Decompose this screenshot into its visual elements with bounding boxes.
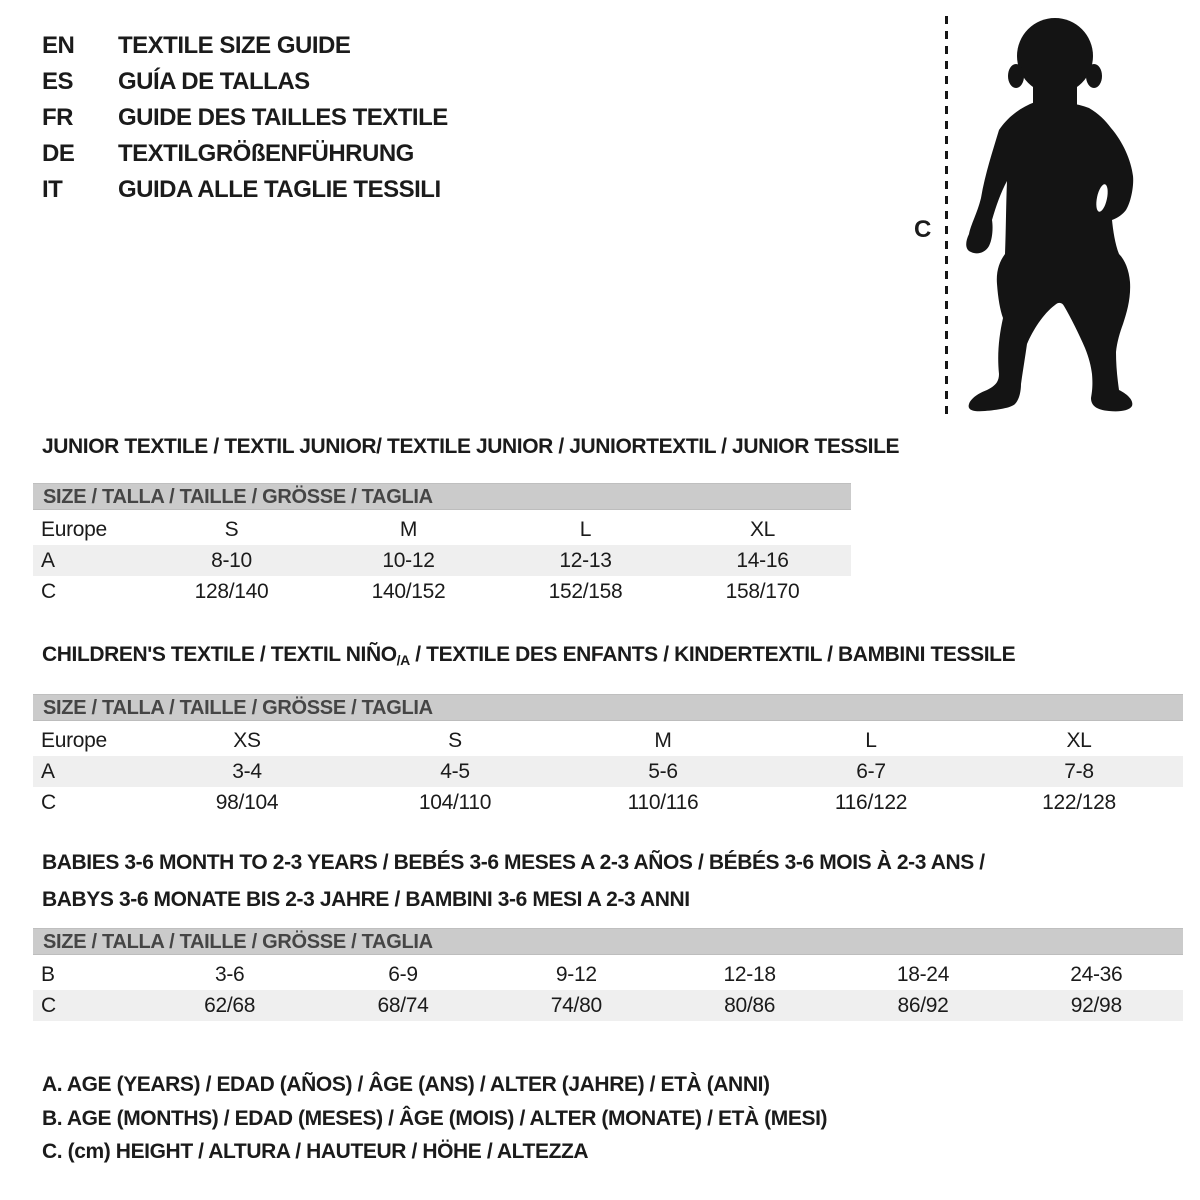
table-cell: 92/98: [1070, 993, 1122, 1017]
table-cell: 74/80: [550, 993, 602, 1017]
table-cell: 80/86: [724, 993, 776, 1017]
legend-line-b: B. AGE (MONTHS) / EDAD (MESES) / ÂGE (MOIS) / ALTER (MONATE) / ETÀ (MESI): [42, 1106, 828, 1130]
legend-line-a: A. AGE (YEARS) / EDAD (AÑOS) / ÂGE (ANS) / ALTER (JAHRE) / ETÀ (ANNI): [42, 1073, 770, 1096]
junior-section-title: JUNIOR TEXTILE / TEXTIL JUNIOR/ TEXTILE JUNIOR / JUNIORTEXTIL / JUNIOR TESSILE: [42, 435, 900, 458]
babies-section-title-line1: BABIES 3-6 MONTH TO 2-3 YEARS / BEBÉS 3-6 MESES A 2-3 AÑOS / BÉBÉS 3-6 MOIS À 2-3 ANS /: [42, 851, 985, 874]
table-cell: 110/116: [627, 790, 699, 814]
table-cell: 98/104: [215, 790, 279, 814]
table-cell: 4-5: [440, 759, 470, 783]
table-cell: S: [448, 728, 462, 752]
table-row-europe: [33, 725, 1183, 756]
table-row-age: [33, 756, 1183, 787]
row-label: C: [41, 790, 56, 814]
row-label: A: [41, 759, 55, 783]
language-code: IT: [42, 176, 63, 203]
children-size-table: [33, 694, 1183, 818]
legend-line-c: C. (cm) HEIGHT / ALTURA / HAUTEUR / HÖHE / ALTEZZA: [42, 1140, 589, 1163]
babies-size-table: [33, 928, 1183, 1021]
table-row-europe: [33, 514, 851, 545]
language-title: TEXTILGRÖßENFÜHRUNG: [118, 140, 414, 167]
language-row-de: [42, 136, 448, 172]
measurement-legend: [42, 1068, 827, 1169]
table-cell: 140/152: [371, 579, 446, 603]
table-header: SIZE / TALLA / TAILLE / GRÖSSE / TAGLIA: [33, 483, 851, 510]
language-row-fr: [42, 100, 448, 136]
table-cell: 6-7: [856, 759, 886, 783]
row-label: C: [41, 993, 56, 1017]
table-cell: M: [399, 517, 418, 541]
children-section-title: [42, 643, 1015, 668]
table-cell: 24-36: [1070, 962, 1123, 986]
table-cell: L: [865, 728, 877, 752]
table-cell: 158/170: [725, 579, 800, 603]
language-code: DE: [42, 140, 75, 167]
table-row-height: [33, 576, 851, 607]
children-title-text: CHILDREN'S TEXTILE / TEXTIL NIÑO: [42, 643, 397, 666]
table-cell: 9-12: [555, 962, 597, 986]
language-code: ES: [42, 68, 74, 95]
row-label: B: [41, 962, 55, 986]
table-cell: 5-6: [648, 759, 678, 783]
table-cell: 12-18: [723, 962, 776, 986]
table-cell: 116/122: [834, 790, 908, 814]
row-label: C: [41, 579, 56, 603]
table-cell: 10-12: [382, 548, 435, 572]
toddler-silhouette-icon: [963, 14, 1139, 418]
table-cell: 3-4: [232, 759, 262, 783]
table-cell: S: [224, 517, 239, 541]
table-row-height: [33, 990, 1183, 1021]
table-cell: 62/68: [204, 993, 256, 1017]
row-label: Europe: [41, 517, 107, 541]
row-label: Europe: [41, 728, 107, 752]
table-row-height: [33, 787, 1183, 818]
language-code: EN: [42, 32, 75, 59]
row-label: A: [41, 548, 55, 572]
language-code: FR: [42, 104, 73, 131]
height-measure-label: C: [914, 216, 932, 243]
table-cell: 128/140: [194, 579, 269, 603]
table-cell: L: [579, 517, 592, 541]
table-cell: 7-8: [1064, 759, 1094, 783]
table-cell: 86/92: [897, 993, 949, 1017]
table-header: SIZE / TALLA / TAILLE / GRÖSSE / TAGLIA: [33, 694, 1183, 721]
language-row-it: [42, 172, 448, 208]
table-cell: 3-6: [214, 962, 245, 986]
table-cell: 122/128: [1042, 790, 1116, 814]
table-cell: 6-9: [388, 962, 418, 986]
table-cell: 152/158: [548, 579, 623, 603]
table-cell: XL: [1066, 728, 1092, 752]
language-title: TEXTILE SIZE GUIDE: [118, 32, 351, 59]
table-cell: XS: [233, 728, 261, 752]
table-header: SIZE / TALLA / TAILLE / GRÖSSE / TAGLIA: [33, 928, 1183, 955]
language-title: GUÍA DE TALLAS: [118, 68, 310, 95]
table-row-age-months: [33, 959, 1183, 990]
children-title-sub: /A: [396, 652, 410, 668]
table-cell: 68/74: [377, 993, 429, 1017]
table-cell: 12-13: [559, 548, 612, 572]
junior-size-table: [33, 483, 851, 607]
language-row-en: [42, 28, 448, 64]
height-measure-dashed-line: [945, 16, 948, 418]
table-row-age: [33, 545, 851, 576]
language-title-list: [42, 28, 448, 208]
language-title: GUIDA ALLE TAGLIE TESSILI: [118, 176, 441, 203]
children-title-text: / TEXTILE DES ENFANTS / KINDERTEXTIL / BAMBINI TESSILE: [409, 643, 1016, 666]
table-cell: 18-24: [896, 962, 950, 986]
table-cell: XL: [749, 517, 776, 541]
table-cell: M: [654, 728, 672, 752]
table-cell: 14-16: [736, 548, 789, 572]
babies-section-title-line2: BABYS 3-6 MONATE BIS 2-3 JAHRE / BAMBINI 3-6 MESI A 2-3 ANNI: [42, 888, 690, 911]
table-cell: 8-10: [211, 548, 252, 572]
language-row-es: [42, 64, 448, 100]
language-title: GUIDE DES TAILLES TEXTILE: [118, 104, 448, 131]
table-cell: 104/110: [418, 790, 492, 814]
